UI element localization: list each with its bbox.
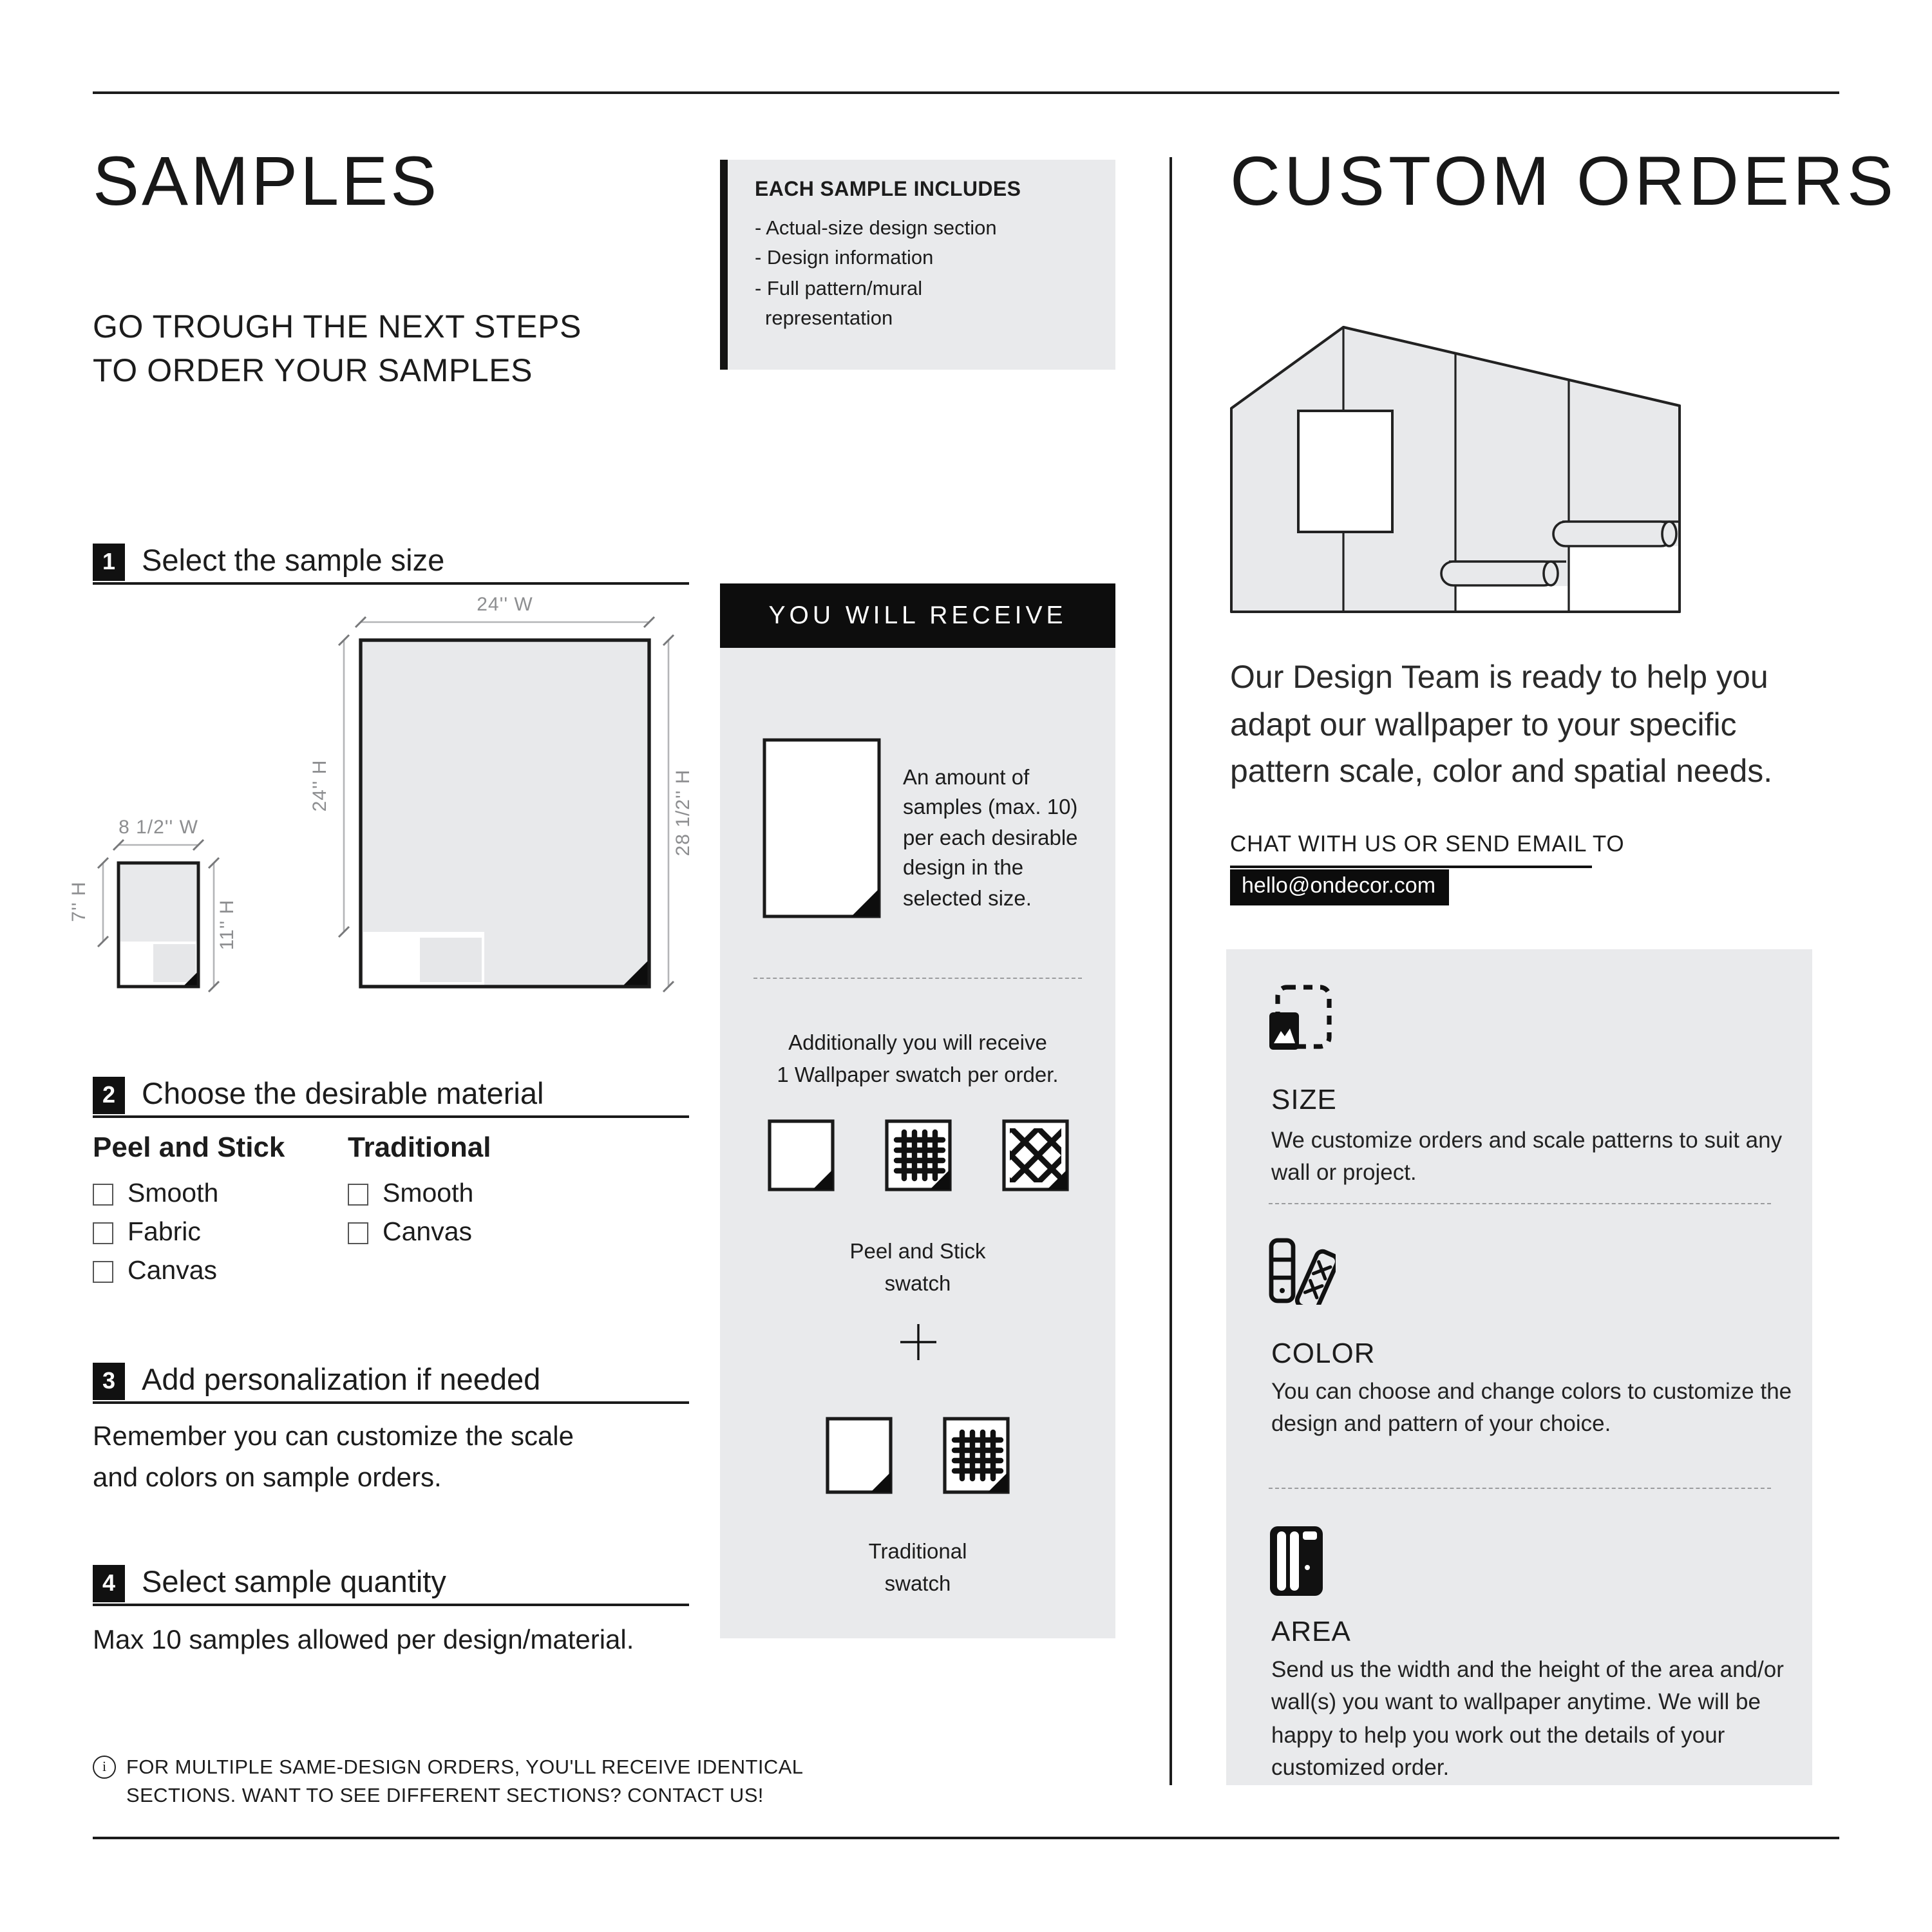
samples-intro-line1: GO TROUGH THE NEXT STEPS (93, 309, 582, 345)
large-height-left-label: 24'' H (309, 759, 330, 812)
checkbox[interactable] (348, 1222, 368, 1244)
area-card-title: AREA (1271, 1615, 1351, 1647)
step-1-header (93, 542, 689, 585)
chat-label: CHAT WITH US OR SEND EMAIL TO (1230, 831, 1625, 857)
small-sample-inner-rect (153, 944, 196, 982)
custom-orders-title: CUSTOM ORDERS (1230, 143, 1898, 220)
each-sample-includes-box (720, 160, 1115, 370)
step-3-title: Add personalization if needed (142, 1363, 541, 1396)
step-2-title: Choose the desirable material (142, 1077, 544, 1110)
you-will-receive-panel (720, 648, 1115, 1638)
material-option-peel-fabric: Fabric (93, 1213, 285, 1252)
step-3-number-badge: 3 (93, 1363, 125, 1400)
uncovered-wall-middle (1457, 586, 1567, 611)
amount-text: An amount of samples (max. 10) per each desirable design in the selected size. (903, 766, 1078, 911)
wallpaper-roll-lower (1441, 562, 1566, 585)
color-card-body: You can choose and change colors to customize the design and pattern of your choice. (1271, 1378, 1792, 1437)
info-icon: i (93, 1756, 116, 1779)
uncovered-wall-right (1570, 546, 1678, 611)
grid-swatch-icon (943, 1417, 1010, 1494)
material-column-traditional (348, 1131, 491, 1252)
house-window (1298, 411, 1392, 532)
column-divider (1170, 157, 1172, 1785)
checkbox[interactable] (93, 1222, 113, 1244)
bottom-rule (93, 1837, 1839, 1839)
step-4-number-badge: 4 (93, 1565, 125, 1602)
peel-and-stick-title: Peel and Stick (93, 1131, 285, 1163)
includes-item: - Full pattern/mural (755, 278, 923, 299)
chat-underline (1230, 866, 1592, 868)
sample-paper-icon (762, 738, 881, 918)
top-rule (93, 91, 1839, 94)
checkbox[interactable] (93, 1260, 113, 1282)
samples-intro-line2: TO ORDER YOUR SAMPLES (93, 353, 533, 389)
you-will-receive-bar: YOU WILL RECEIVE (720, 583, 1115, 648)
peel-swatch-row (720, 1119, 1115, 1191)
step-4-header (93, 1564, 689, 1606)
wallpaper-roll-upper (1553, 522, 1680, 546)
custom-orders-panel (1226, 949, 1812, 1785)
email-chip[interactable]: hello@ondecor.com (1230, 869, 1448, 905)
material-option-peel-smooth: Smooth (93, 1175, 285, 1213)
dashed-divider (753, 978, 1082, 979)
traditional-swatch-label: Traditional swatch (868, 1540, 967, 1596)
small-width-label: 8 1/2'' W (118, 817, 198, 838)
includes-item: - Actual-size design section (755, 218, 997, 240)
grid-swatch-icon (884, 1119, 951, 1191)
large-sample-inner-rect (420, 938, 482, 982)
plain-swatch-icon (767, 1119, 834, 1191)
size-card-title: SIZE (1271, 1083, 1337, 1115)
material-option-traditional-canvas: Canvas (348, 1213, 491, 1252)
size-card-body: We customize orders and scale patterns to suit any wall or project. (1271, 1127, 1783, 1186)
small-height-right-label: 11'' H (216, 899, 238, 951)
dashed-divider (1269, 1488, 1771, 1489)
traditional-title: Traditional (348, 1131, 491, 1163)
peel-swatch-label: Peel and Stick swatch (849, 1240, 986, 1296)
includes-title: EACH SAMPLE INCLUDES (755, 179, 1021, 201)
sample-size-diagram (64, 586, 708, 998)
step-2-header (93, 1075, 689, 1118)
color-icon (1269, 1238, 1336, 1305)
plus-icon (900, 1324, 936, 1360)
footnote-text: FOR MULTIPLE SAME-DESIGN ORDERS, YOU'LL RECEIVE IDENTICAL SECTIONS. WANT TO SEE DIFFERENT SECTIONS? CONTACT US! (126, 1757, 804, 1808)
step-2-number-badge: 2 (93, 1077, 125, 1114)
material-option-peel-canvas: Canvas (93, 1252, 285, 1291)
step-1-number-badge: 1 (93, 544, 125, 581)
step-4-title: Select sample quantity (142, 1565, 446, 1598)
samples-title: SAMPLES (93, 143, 440, 220)
material-option-traditional-smooth: Smooth (348, 1175, 491, 1213)
large-height-right-label: 28 1/2'' H (672, 769, 694, 857)
material-column-peel (93, 1131, 285, 1291)
includes-item: - Design information (755, 247, 934, 270)
step-3-header (93, 1361, 689, 1404)
chat-block (1230, 831, 1624, 905)
area-card-body: Send us the width and the height of the area and/or wall(s) you want to wallpaper anytime. We will be happy to help you work out the details of your customized order. (1271, 1656, 1784, 1781)
large-width-label: 24'' W (477, 594, 533, 615)
additionally-text: Additionally you will receive 1 Wallpaper swatch per order. (777, 1032, 1059, 1087)
traditional-swatch-row (720, 1417, 1115, 1494)
small-height-left-label: 7'' H (68, 881, 90, 922)
dashed-divider (1269, 1203, 1771, 1204)
checkbox[interactable] (93, 1183, 113, 1205)
samples-intro (93, 305, 582, 393)
step-3-note: Remember you can customize the scale and colors on sample orders. (93, 1422, 574, 1493)
step-1-title: Select the sample size (142, 544, 445, 577)
color-card-title: COLOR (1271, 1337, 1376, 1369)
size-icon (1269, 984, 1333, 1051)
house-illustration (1230, 326, 1683, 614)
crosshatch-swatch-icon (1001, 1119, 1068, 1191)
footnote (93, 1754, 917, 1812)
step-4-note: Max 10 samples allowed per design/material. (93, 1625, 634, 1655)
includes-item: representation (765, 307, 893, 330)
checkbox[interactable] (348, 1183, 368, 1205)
design-team-paragraph: Our Design Team is ready to help you adapt our wallpaper to your specific pattern scale, color and spatial needs. (1230, 659, 1773, 790)
plain-swatch-icon (826, 1417, 893, 1494)
area-icon (1269, 1525, 1325, 1598)
